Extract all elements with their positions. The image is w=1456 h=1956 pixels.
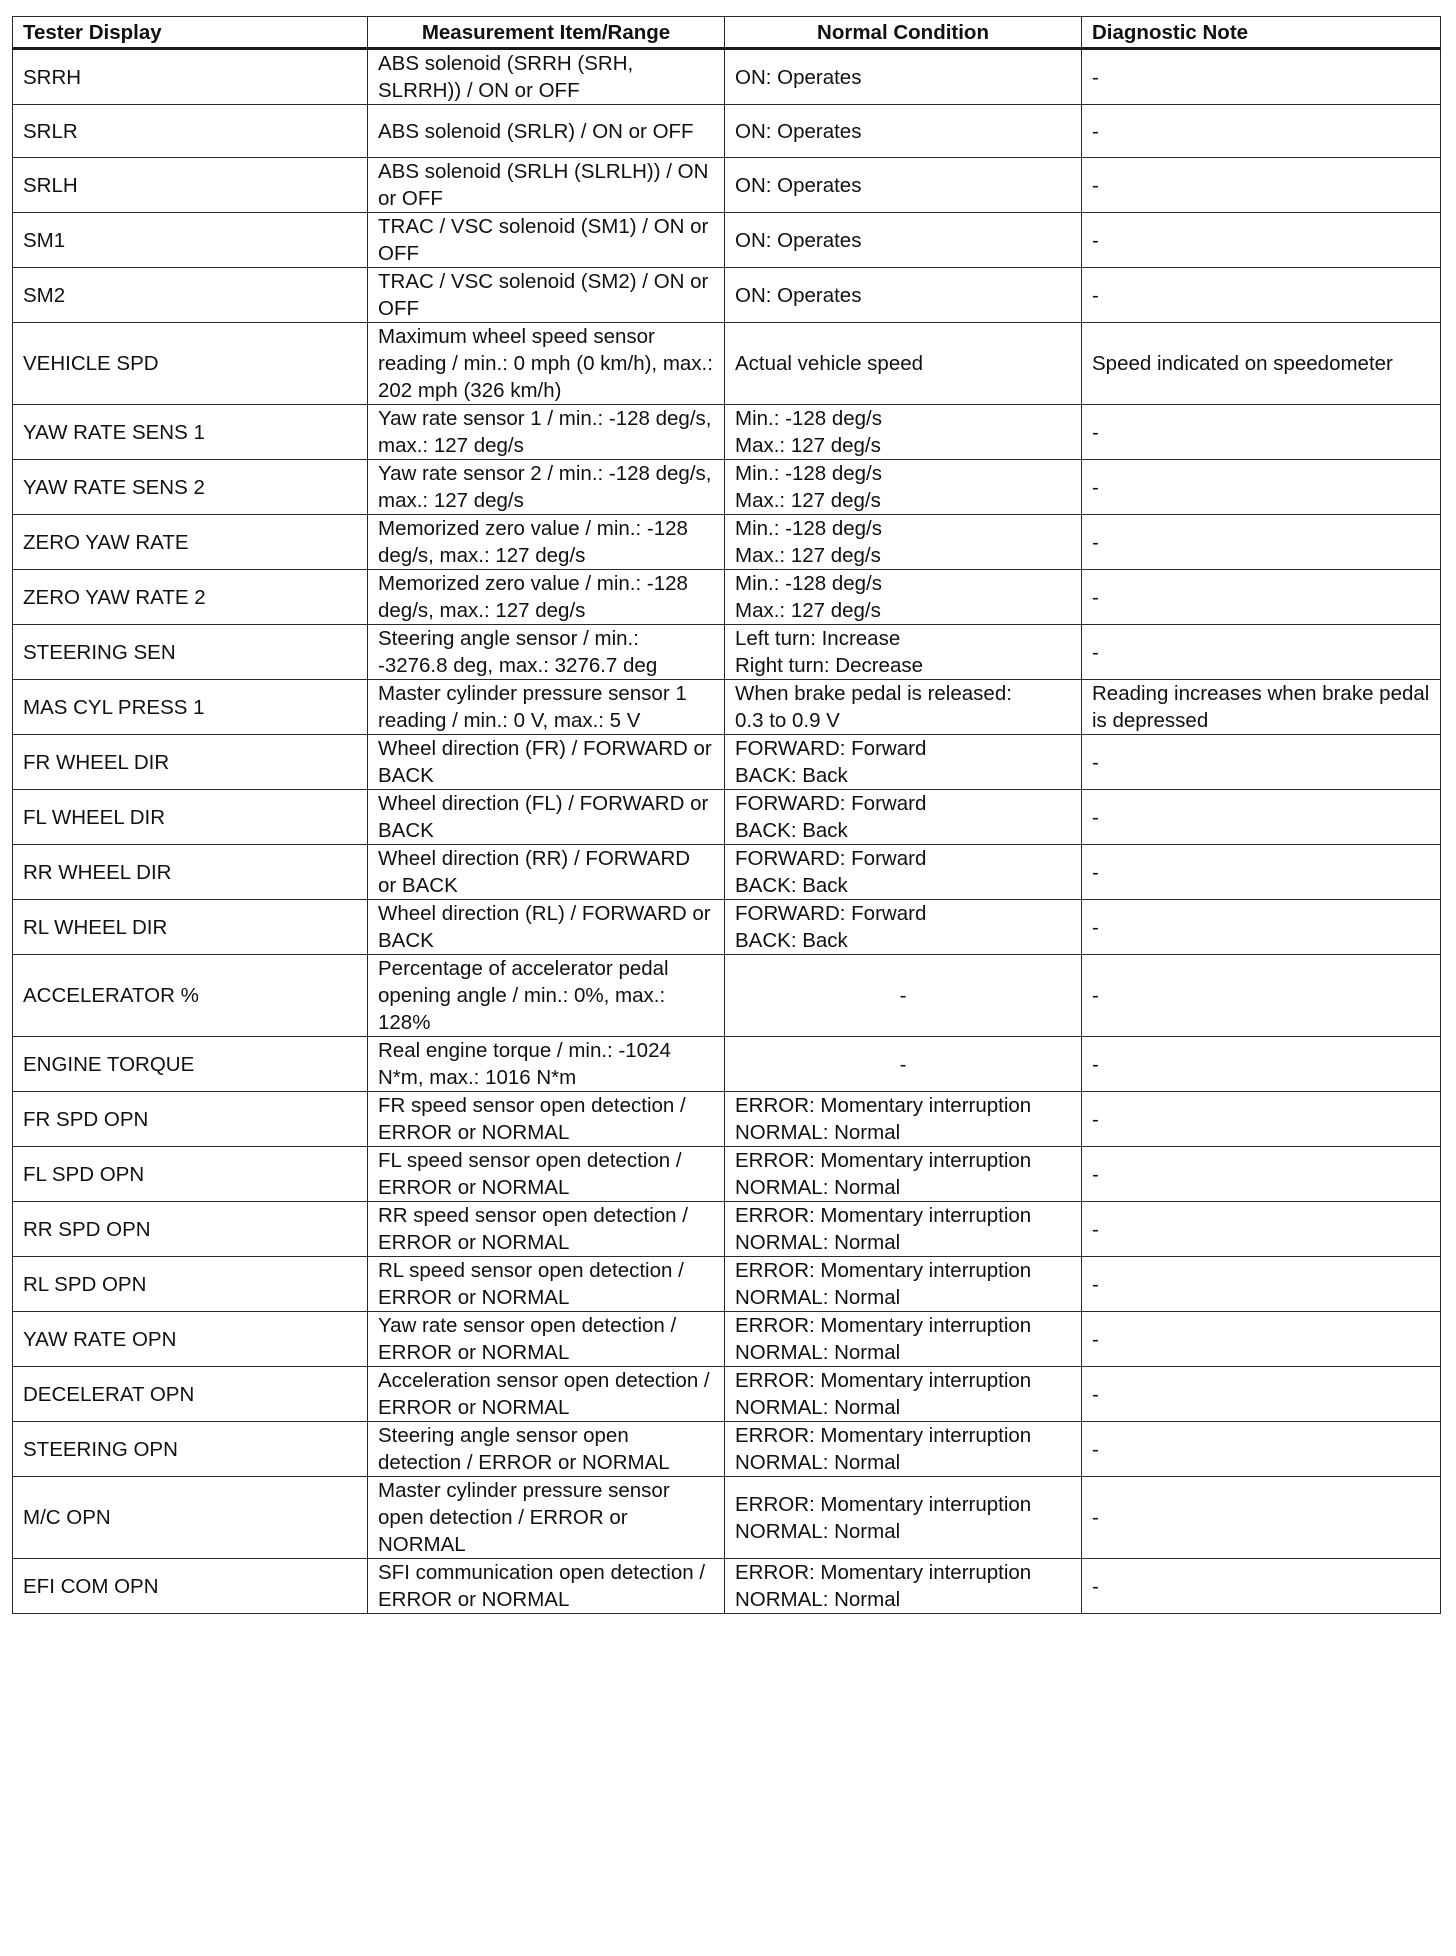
table-row (13, 515, 1441, 570)
cell-normal-condition: ON: Operates (725, 105, 1082, 158)
cell-measurement-item: Real engine torque / min.: -1024 N*m, max.: 1016 N*m (368, 1037, 725, 1092)
table-row (13, 680, 1441, 735)
cell-diagnostic-note: - (1082, 735, 1441, 790)
cell-measurement-item: ABS solenoid (SRLH (SLRLH)) / ON or OFF (368, 158, 725, 213)
cell-normal-condition: When brake pedal is released: 0.3 to 0.9 V (725, 680, 1082, 735)
cell-diagnostic-note: - (1082, 460, 1441, 515)
cell-measurement-item: Percentage of accelerator pedal opening angle / min.: 0%, max.: 128% (368, 955, 725, 1037)
table-row (13, 405, 1441, 460)
cell-measurement-item: Master cylinder pressure sensor 1 reading / min.: 0 V, max.: 5 V (368, 680, 725, 735)
cell-normal-condition: ON: Operates (725, 268, 1082, 323)
cell-tester-display: FL WHEEL DIR (13, 790, 368, 845)
cell-tester-display: ZERO YAW RATE 2 (13, 570, 368, 625)
table-row (13, 900, 1441, 955)
cell-diagnostic-note: - (1082, 955, 1441, 1037)
cell-measurement-item: SFI communication open detection / ERROR or NORMAL (368, 1559, 725, 1614)
cell-normal-condition: ERROR: Momentary interruption NORMAL: Normal (725, 1312, 1082, 1367)
cell-normal-condition: Actual vehicle speed (725, 323, 1082, 405)
cell-measurement-item: RL speed sensor open detection / ERROR or NORMAL (368, 1257, 725, 1312)
table-row (13, 49, 1441, 105)
cell-normal-condition: Min.: -128 deg/s Max.: 127 deg/s (725, 570, 1082, 625)
cell-tester-display: SRLR (13, 105, 368, 158)
cell-normal-condition: ERROR: Momentary interruption NORMAL: Normal (725, 1257, 1082, 1312)
cell-normal-condition: ERROR: Momentary interruption NORMAL: Normal (725, 1477, 1082, 1559)
cell-normal-condition: Min.: -128 deg/s Max.: 127 deg/s (725, 405, 1082, 460)
cell-measurement-item: FL speed sensor open detection / ERROR or NORMAL (368, 1147, 725, 1202)
cell-diagnostic-note: - (1082, 515, 1441, 570)
table-row (13, 1312, 1441, 1367)
table-row (13, 1477, 1441, 1559)
table-row (13, 790, 1441, 845)
table-row (13, 158, 1441, 213)
cell-measurement-item: Maximum wheel speed sensor reading / min.: 0 mph (0 km/h), max.: 202 mph (326 km/h) (368, 323, 725, 405)
cell-normal-condition: ON: Operates (725, 49, 1082, 105)
cell-normal-condition: FORWARD: Forward BACK: Back (725, 735, 1082, 790)
cell-measurement-item: Memorized zero value / min.: -128 deg/s, max.: 127 deg/s (368, 570, 725, 625)
cell-tester-display: YAW RATE OPN (13, 1312, 368, 1367)
cell-normal-condition: - (725, 955, 1082, 1037)
cell-measurement-item: Memorized zero value / min.: -128 deg/s, max.: 127 deg/s (368, 515, 725, 570)
cell-normal-condition: FORWARD: Forward BACK: Back (725, 900, 1082, 955)
cell-diagnostic-note: - (1082, 1037, 1441, 1092)
cell-diagnostic-note: - (1082, 1477, 1441, 1559)
cell-normal-condition: Left turn: Increase Right turn: Decrease (725, 625, 1082, 680)
cell-normal-condition: - (725, 1037, 1082, 1092)
table-row (13, 460, 1441, 515)
cell-normal-condition: ERROR: Momentary interruption NORMAL: Normal (725, 1367, 1082, 1422)
cell-measurement-item: Yaw rate sensor 1 / min.: -128 deg/s, max.: 127 deg/s (368, 405, 725, 460)
cell-measurement-item: Wheel direction (RL) / FORWARD or BACK (368, 900, 725, 955)
header-measurement-item: Measurement Item/Range (368, 17, 725, 49)
cell-tester-display: M/C OPN (13, 1477, 368, 1559)
cell-diagnostic-note: - (1082, 1312, 1441, 1367)
cell-tester-display: YAW RATE SENS 1 (13, 405, 368, 460)
cell-measurement-item: Acceleration sensor open detection / ERROR or NORMAL (368, 1367, 725, 1422)
cell-tester-display: RR SPD OPN (13, 1202, 368, 1257)
table-row (13, 1559, 1441, 1614)
cell-measurement-item: RR speed sensor open detection / ERROR or NORMAL (368, 1202, 725, 1257)
table-row (13, 1422, 1441, 1477)
table-row (13, 955, 1441, 1037)
cell-diagnostic-note: - (1082, 105, 1441, 158)
header-diagnostic-note: Diagnostic Note (1082, 17, 1441, 49)
cell-normal-condition: ERROR: Momentary interruption NORMAL: Normal (725, 1559, 1082, 1614)
table-row (13, 1147, 1441, 1202)
cell-diagnostic-note: Speed indicated on speedometer (1082, 323, 1441, 405)
cell-normal-condition: FORWARD: Forward BACK: Back (725, 845, 1082, 900)
cell-tester-display: VEHICLE SPD (13, 323, 368, 405)
cell-tester-display: SRLH (13, 158, 368, 213)
cell-tester-display: SRRH (13, 49, 368, 105)
cell-tester-display: DECELERAT OPN (13, 1367, 368, 1422)
data-list-table-container (12, 16, 1440, 1614)
cell-diagnostic-note: - (1082, 49, 1441, 105)
cell-diagnostic-note: - (1082, 1367, 1441, 1422)
cell-measurement-item: Steering angle sensor / min.: -3276.8 deg, max.: 3276.7 deg (368, 625, 725, 680)
cell-diagnostic-note: - (1082, 1257, 1441, 1312)
table-row (13, 625, 1441, 680)
cell-normal-condition: ON: Operates (725, 213, 1082, 268)
cell-diagnostic-note: - (1082, 158, 1441, 213)
table-row (13, 213, 1441, 268)
table-row (13, 1257, 1441, 1312)
cell-normal-condition: ERROR: Momentary interruption NORMAL: Normal (725, 1202, 1082, 1257)
cell-measurement-item: ABS solenoid (SRRH (SRH, SLRRH)) / ON or OFF (368, 49, 725, 105)
cell-diagnostic-note: - (1082, 405, 1441, 460)
cell-diagnostic-note: - (1082, 790, 1441, 845)
table-row (13, 105, 1441, 158)
cell-tester-display: ENGINE TORQUE (13, 1037, 368, 1092)
table-row (13, 1367, 1441, 1422)
cell-measurement-item: TRAC / VSC solenoid (SM2) / ON or OFF (368, 268, 725, 323)
cell-measurement-item: Steering angle sensor open detection / ERROR or NORMAL (368, 1422, 725, 1477)
cell-diagnostic-note: - (1082, 625, 1441, 680)
cell-diagnostic-note: - (1082, 1147, 1441, 1202)
table-row (13, 845, 1441, 900)
cell-tester-display: EFI COM OPN (13, 1559, 368, 1614)
cell-measurement-item: Master cylinder pressure sensor open detection / ERROR or NORMAL (368, 1477, 725, 1559)
table-row (13, 570, 1441, 625)
cell-tester-display: RL SPD OPN (13, 1257, 368, 1312)
cell-tester-display: SM1 (13, 213, 368, 268)
table-header-row (13, 17, 1441, 49)
cell-normal-condition: Min.: -128 deg/s Max.: 127 deg/s (725, 460, 1082, 515)
header-normal-condition: Normal Condition (725, 17, 1082, 49)
cell-diagnostic-note: - (1082, 1202, 1441, 1257)
table-row (13, 735, 1441, 790)
cell-diagnostic-note: - (1082, 845, 1441, 900)
cell-normal-condition: ERROR: Momentary interruption NORMAL: Normal (725, 1422, 1082, 1477)
cell-tester-display: STEERING OPN (13, 1422, 368, 1477)
data-list-table (12, 16, 1441, 1614)
cell-tester-display: SM2 (13, 268, 368, 323)
cell-measurement-item: Wheel direction (FR) / FORWARD or BACK (368, 735, 725, 790)
cell-tester-display: ZERO YAW RATE (13, 515, 368, 570)
cell-measurement-item: Wheel direction (FL) / FORWARD or BACK (368, 790, 725, 845)
cell-measurement-item: TRAC / VSC solenoid (SM1) / ON or OFF (368, 213, 725, 268)
table-row (13, 1092, 1441, 1147)
cell-diagnostic-note: - (1082, 1559, 1441, 1614)
cell-diagnostic-note: - (1082, 900, 1441, 955)
cell-measurement-item: Yaw rate sensor 2 / min.: -128 deg/s, max.: 127 deg/s (368, 460, 725, 515)
table-row (13, 268, 1441, 323)
cell-normal-condition: Min.: -128 deg/s Max.: 127 deg/s (725, 515, 1082, 570)
cell-diagnostic-note: - (1082, 268, 1441, 323)
table-row (13, 1202, 1441, 1257)
cell-normal-condition: ERROR: Momentary interruption NORMAL: Normal (725, 1092, 1082, 1147)
cell-tester-display: YAW RATE SENS 2 (13, 460, 368, 515)
cell-normal-condition: FORWARD: Forward BACK: Back (725, 790, 1082, 845)
table-body (13, 49, 1441, 1614)
cell-normal-condition: ERROR: Momentary interruption NORMAL: Normal (725, 1147, 1082, 1202)
cell-diagnostic-note: Reading increases when brake pedal is depressed (1082, 680, 1441, 735)
cell-tester-display: RR WHEEL DIR (13, 845, 368, 900)
cell-normal-condition: ON: Operates (725, 158, 1082, 213)
cell-measurement-item: ABS solenoid (SRLR) / ON or OFF (368, 105, 725, 158)
cell-tester-display: FR WHEEL DIR (13, 735, 368, 790)
cell-tester-display: FL SPD OPN (13, 1147, 368, 1202)
cell-measurement-item: Wheel direction (RR) / FORWARD or BACK (368, 845, 725, 900)
cell-tester-display: FR SPD OPN (13, 1092, 368, 1147)
cell-tester-display: MAS CYL PRESS 1 (13, 680, 368, 735)
table-row (13, 323, 1441, 405)
cell-tester-display: ACCELERATOR % (13, 955, 368, 1037)
cell-diagnostic-note: - (1082, 1422, 1441, 1477)
cell-measurement-item: Yaw rate sensor open detection / ERROR or NORMAL (368, 1312, 725, 1367)
table-row (13, 1037, 1441, 1092)
cell-measurement-item: FR speed sensor open detection / ERROR or NORMAL (368, 1092, 725, 1147)
cell-diagnostic-note: - (1082, 570, 1441, 625)
cell-diagnostic-note: - (1082, 1092, 1441, 1147)
cell-tester-display: STEERING SEN (13, 625, 368, 680)
header-tester-display: Tester Display (13, 17, 368, 49)
cell-diagnostic-note: - (1082, 213, 1441, 268)
cell-tester-display: RL WHEEL DIR (13, 900, 368, 955)
